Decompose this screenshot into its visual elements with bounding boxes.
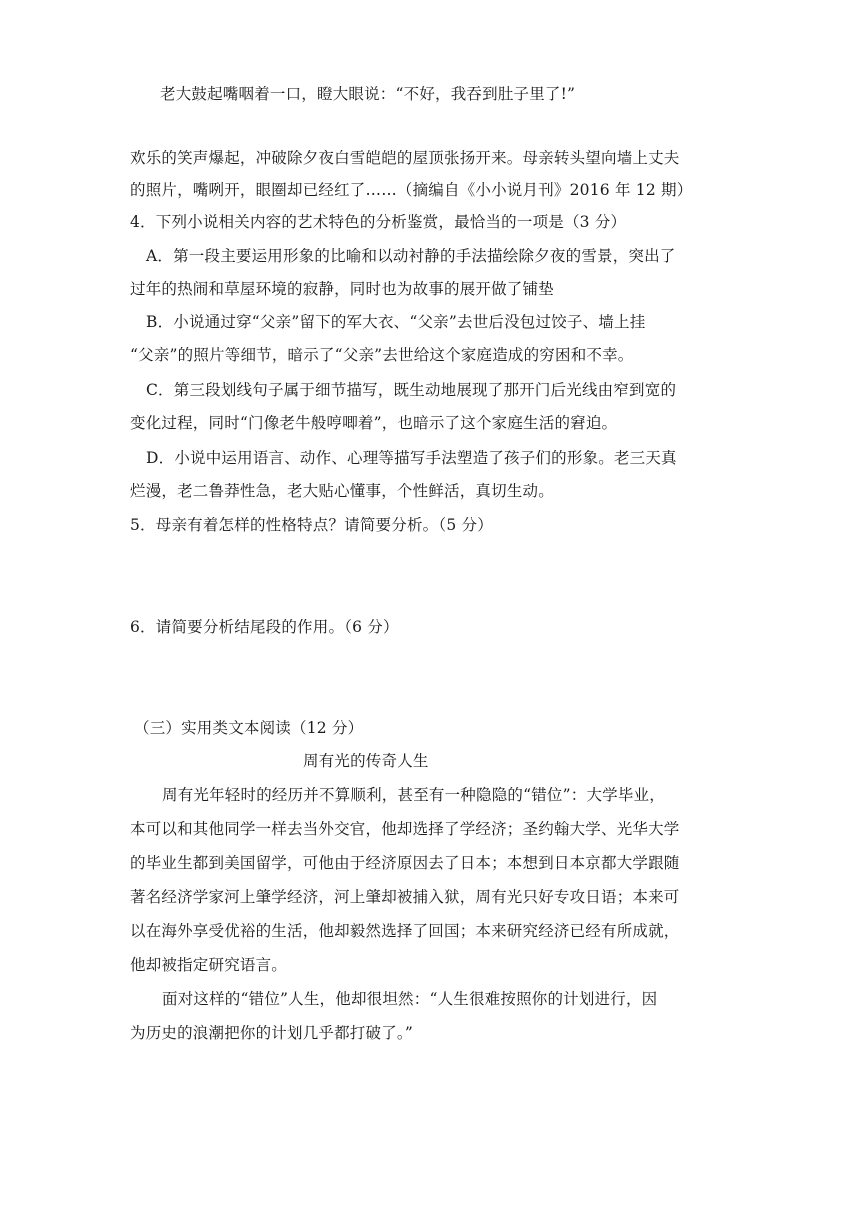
question-4-stem: 4．下列小说相关内容的艺术特色的分析鉴赏，最恰当的一项是（3 分） [130, 213, 627, 231]
option-b: B．小说通过穿“父亲”留下的军大衣、“父亲”去世后没包过饺子、墙上挂 [146, 313, 646, 331]
story-line: 老大鼓起嘴咽着一口，瞪大眼说：“不好，我吞到肚子里了!” [160, 85, 576, 103]
paragraph-line: 他却被指定研究语言。 [130, 956, 288, 974]
story-line: 的照片，嘴咧开，眼圈却已经红了……（摘编自《小小说月刊》2016 年 12 期） [130, 181, 693, 199]
paragraph-line: 周有光年轻时的经历并不算顺利，甚至有一种隐隐的“错位”：大学毕业， [162, 786, 665, 804]
option-a: A．第一段主要运用形象的比喻和以动衬静的手法描绘除夕夜的雪景，突出了 [146, 247, 676, 265]
paragraph-line: 以在海外享受优裕的生活，他却毅然选择了回国；本来研究经济已经有所成就， [130, 922, 680, 940]
option-d: D．小说中运用语言、动作、心理等描写手法塑造了孩子们的形象。老三天真 [146, 449, 677, 467]
question-5: 5．母亲有着怎样的性格特点？请简要分析。（5 分） [130, 516, 493, 534]
paragraph-line: 著名经济学家河上肇学经济，河上肇却被捕入狱，周有光只好专攻日语；本来可 [130, 888, 680, 906]
paragraph-line: 的毕业生都到美国留学，可他由于经济原因去了日本；本想到日本京都大学跟随 [130, 854, 680, 872]
option-c: C．第三段划线句子属于细节描写，既生动地展现了那开门后光线由窄到宽的 [146, 381, 677, 399]
paragraph-line: 面对这样的“错位”人生，他却很坦然：“人生很难按照你的计划进行，因 [162, 990, 658, 1008]
section-heading: （三）实用类文本阅读（12 分） [134, 719, 364, 737]
option-b-cont: “父亲”的照片等细节，暗示了“父亲”去世给这个家庭造成的穷困和不幸。 [130, 346, 634, 364]
article-title: 周有光的传奇人生 [303, 752, 429, 770]
question-6: 6．请简要分析结尾段的作用。（6 分） [130, 618, 399, 636]
paragraph-line: 本可以和其他同学一样去当外交官，他却选择了学经济；圣约翰大学、光华大学 [130, 820, 680, 838]
story-line: 欢乐的笑声爆起，冲破除夕夜白雪皑皑的屋顶张扬开来。母亲转头望向墙上丈夫 [130, 149, 680, 167]
paragraph-line: 为历史的浪潮把你的计划几乎都打破了。” [130, 1024, 413, 1042]
option-d-cont: 烂漫，老二鲁莽性急，老大贴心懂事，个性鲜活，真切生动。 [130, 482, 554, 500]
option-a-cont: 过年的热闹和草屋环境的寂静，同时也为故事的展开做了铺垫 [130, 280, 554, 298]
option-c-cont: 变化过程，同时“门像老牛般哼唧着”，也暗示了这个家庭生活的窘迫。 [130, 414, 618, 432]
